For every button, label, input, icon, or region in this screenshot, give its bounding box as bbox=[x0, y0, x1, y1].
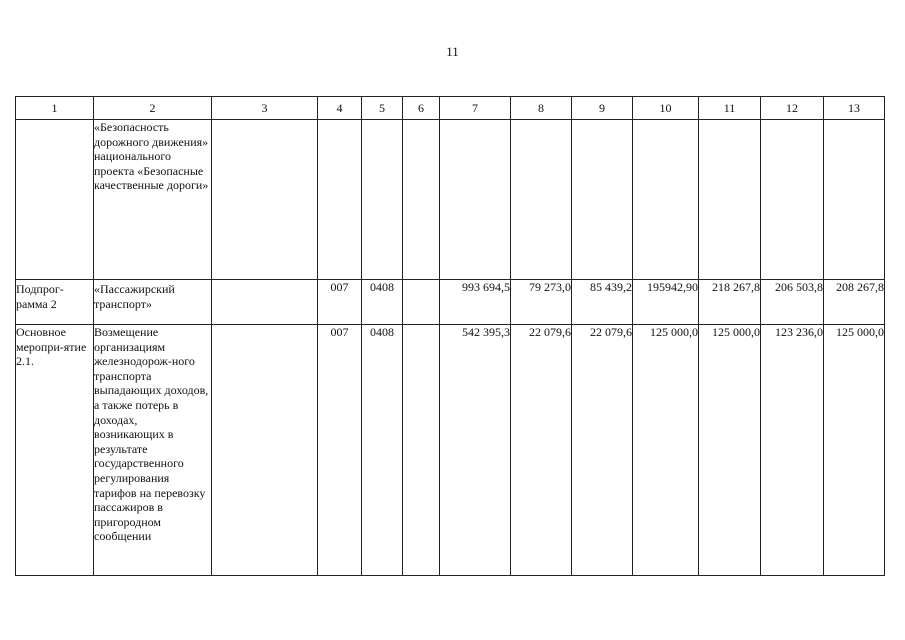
section-code-cell bbox=[362, 120, 403, 280]
column-header: 13 bbox=[824, 97, 885, 120]
amount-cell: 195942,90 bbox=[633, 280, 699, 325]
amount-cell bbox=[633, 120, 699, 280]
row-code-cell bbox=[16, 120, 94, 280]
column-header: 1 bbox=[16, 97, 94, 120]
section-code-cell: 0408 bbox=[362, 325, 403, 576]
grbs-code-cell bbox=[318, 120, 362, 280]
column-header: 11 bbox=[699, 97, 761, 120]
column-header: 4 bbox=[318, 97, 362, 120]
column-header: 9 bbox=[572, 97, 633, 120]
grbs-code-cell: 007 bbox=[318, 325, 362, 576]
amount-cell: 79 273,0 bbox=[511, 280, 572, 325]
amount-cell bbox=[440, 120, 511, 280]
amount-cell: 206 503,8 bbox=[761, 280, 824, 325]
amount-cell: 125 000,0 bbox=[824, 325, 885, 576]
amount-cell bbox=[699, 120, 761, 280]
page-number: 11 bbox=[446, 44, 459, 59]
amount-cell: 208 267,8 bbox=[824, 280, 885, 325]
table-row-main-activity-2-1 bbox=[16, 325, 885, 576]
target-item-cell bbox=[403, 325, 440, 576]
amount-cell bbox=[761, 120, 824, 280]
executor-cell bbox=[212, 120, 318, 280]
column-header: 10 bbox=[633, 97, 699, 120]
executor-cell bbox=[212, 280, 318, 325]
column-header: 5 bbox=[362, 97, 403, 120]
column-header: 12 bbox=[761, 97, 824, 120]
column-number-row bbox=[16, 97, 885, 120]
row-name-cell: Возмещение организациям железнодорож-ного транспорта выпадающих доходов, а также потерь в доходах, возникающих в результате государственного регулирования тарифов на перевозку пассажиров в пригородном сообщении bbox=[94, 325, 212, 576]
row-name-cell: «Безопасность дорожного движения» национального проекта «Безопасные качественные дороги» bbox=[94, 120, 212, 280]
target-item-cell bbox=[403, 280, 440, 325]
grbs-code-cell: 007 bbox=[318, 280, 362, 325]
column-header: 3 bbox=[212, 97, 318, 120]
amount-cell: 542 395,3 bbox=[440, 325, 511, 576]
budget-table bbox=[15, 96, 885, 576]
amount-cell: 123 236,0 bbox=[761, 325, 824, 576]
row-code-cell: Основное меропри-ятие 2.1. bbox=[16, 325, 94, 576]
amount-cell: 22 079,6 bbox=[572, 325, 633, 576]
column-header: 8 bbox=[511, 97, 572, 120]
amount-cell: 125 000,0 bbox=[633, 325, 699, 576]
amount-cell: 125 000,0 bbox=[699, 325, 761, 576]
amount-cell: 218 267,8 bbox=[699, 280, 761, 325]
amount-cell bbox=[511, 120, 572, 280]
column-header: 7 bbox=[440, 97, 511, 120]
amount-cell: 85 439,2 bbox=[572, 280, 633, 325]
row-name-cell: «Пассажирский транспорт» bbox=[94, 280, 212, 325]
target-item-cell bbox=[403, 120, 440, 280]
amount-cell bbox=[824, 120, 885, 280]
table-row-subprogram-2 bbox=[16, 280, 885, 325]
row-code-cell: Подпрог-рамма 2 bbox=[16, 280, 94, 325]
column-header: 2 bbox=[94, 97, 212, 120]
table-row-road-safety bbox=[16, 120, 885, 280]
section-code-cell: 0408 bbox=[362, 280, 403, 325]
amount-cell: 22 079,6 bbox=[511, 325, 572, 576]
executor-cell bbox=[212, 325, 318, 576]
amount-cell: 993 694,5 bbox=[440, 280, 511, 325]
amount-cell bbox=[572, 120, 633, 280]
column-header: 6 bbox=[403, 97, 440, 120]
